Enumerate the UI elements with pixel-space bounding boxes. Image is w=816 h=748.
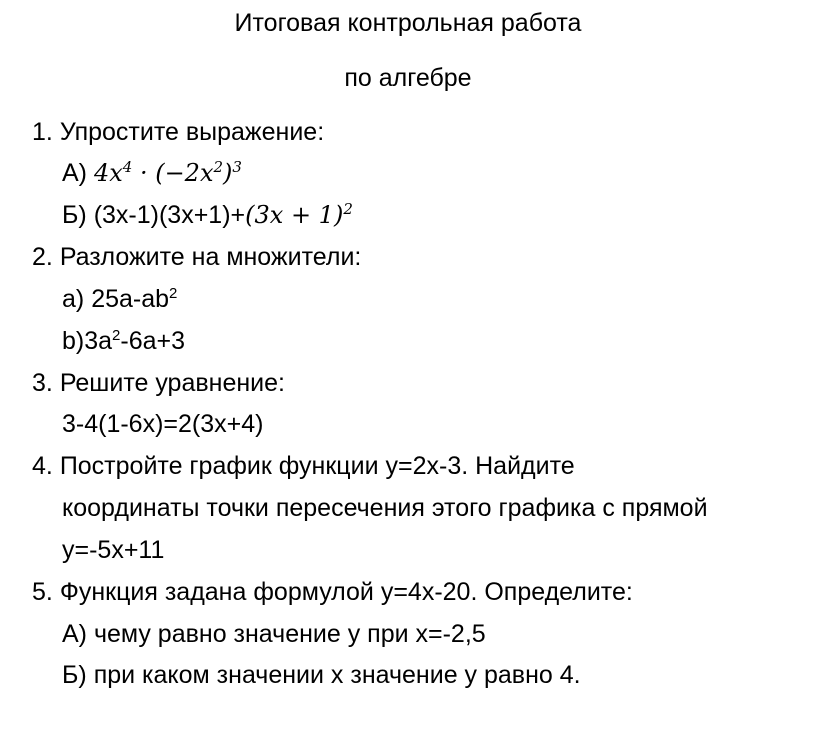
- item-label: А): [62, 620, 87, 648]
- item-text: чему равно значение y при x=-2,5: [93, 620, 486, 648]
- task-2-item-a: [62, 283, 177, 315]
- task-2-number: 2.: [32, 243, 53, 271]
- task-5-item-b: [62, 659, 581, 691]
- task-1-text: Упростите выражение:: [59, 118, 325, 146]
- task-1-item-b: [62, 199, 353, 231]
- task-4-text: Постройте график функции y=2x-3. Найдите: [59, 452, 575, 480]
- expression: $3a^2-6a+3$: [84, 327, 186, 355]
- math-expression: $4x^4 \cdot (-2x^2)^3$: [93, 158, 242, 187]
- item-text: при каком значении x значение y равно 4.: [93, 661, 581, 689]
- expression-plain: (3x-1)(3x+1)+: [93, 201, 246, 229]
- task-4: [32, 450, 575, 482]
- task-5: [32, 576, 633, 608]
- math-expression: $(3x + 1)^2$: [245, 200, 353, 229]
- task-2: [32, 241, 361, 273]
- item-label: b): [62, 327, 85, 355]
- task-1: [32, 116, 324, 148]
- task-3: [32, 367, 285, 399]
- task-2-item-b: [62, 325, 185, 357]
- document-title: Итоговая контрольная работа: [234, 9, 582, 37]
- task-4-text-line3: y=-5x+11: [62, 536, 165, 564]
- document-subtitle: по алгебре: [344, 64, 472, 92]
- task-3-equation: 3-4(1-6x)=2(3x+4): [62, 410, 264, 438]
- task-4-number: 4.: [32, 452, 53, 480]
- expression: $25a-ab^2$: [91, 285, 178, 313]
- item-label: Б): [62, 201, 87, 229]
- task-2-text: Разложите на множители:: [59, 243, 362, 271]
- task-4-text-line2: координаты точки пересечения этого графика с прямой: [62, 494, 708, 522]
- task-1-number: 1.: [32, 118, 53, 146]
- item-label: А): [62, 159, 87, 187]
- task-1-item-a: [62, 157, 242, 189]
- task-3-number: 3.: [32, 369, 53, 397]
- task-3-text: Решите уравнение:: [59, 369, 285, 397]
- item-label: a): [62, 285, 85, 313]
- task-5-number: 5.: [32, 578, 53, 606]
- task-5-item-a: [62, 618, 486, 650]
- task-5-text: Функция задана формулой y=4x-20. Определите:: [59, 578, 633, 606]
- item-label: Б): [62, 661, 87, 689]
